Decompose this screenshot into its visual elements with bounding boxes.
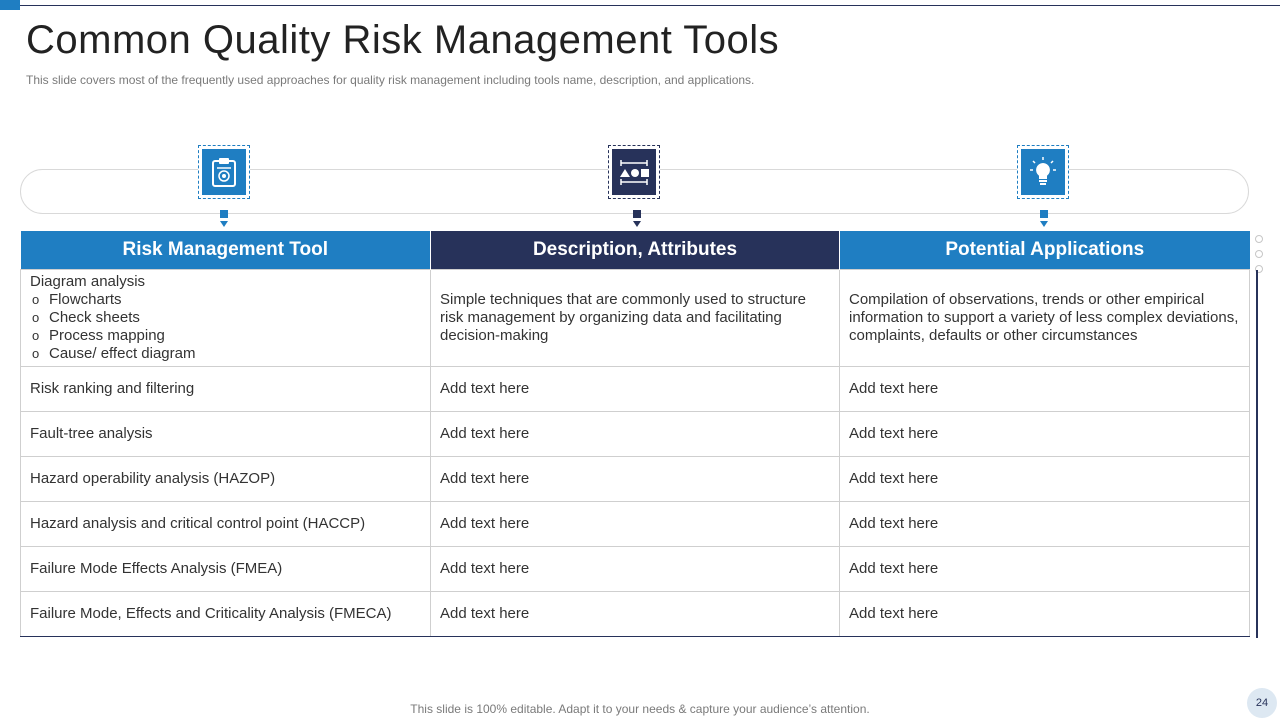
column-header-description: Description, Attributes — [431, 231, 840, 270]
description-cell: Add text here — [431, 592, 840, 637]
right-accent-bar — [1256, 270, 1258, 638]
table-row — [21, 367, 1250, 412]
connector-arrow — [632, 210, 642, 227]
corner-accent — [0, 0, 20, 10]
column-header-tool: Risk Management Tool — [21, 231, 431, 270]
applications-cell: Compilation of observations, trends or other empirical information to support a variety of less complex deviations, complaints, defaults or other circumstances — [840, 270, 1250, 367]
connector-arrow — [219, 210, 229, 227]
table-row — [21, 547, 1250, 592]
table-row — [21, 412, 1250, 457]
tool-cell — [21, 270, 431, 367]
tool-cell: Failure Mode Effects Analysis (FMEA) — [21, 547, 431, 592]
list-item: o Check sheets — [30, 309, 421, 327]
description-cell: Add text here — [431, 547, 840, 592]
slide-footer: This slide is 100% editable. Adapt it to your needs & capture your audience’s attention. — [410, 702, 870, 716]
tool-cell: Hazard operability analysis (HAZOP) — [21, 457, 431, 502]
table-header-row — [21, 231, 1250, 270]
applications-cell: Add text here — [840, 457, 1250, 502]
risk-tools-table — [20, 231, 1250, 637]
description-cell: Add text here — [431, 412, 840, 457]
shapes-icon — [612, 149, 656, 195]
applications-cell: Add text here — [840, 412, 1250, 457]
clipboard-icon — [202, 149, 246, 195]
table-row — [21, 457, 1250, 502]
applications-cell: Add text here — [840, 502, 1250, 547]
description-cell: Add text here — [431, 502, 840, 547]
applications-cell: Add text here — [840, 367, 1250, 412]
slide-title: Common Quality Risk Management Tools — [26, 18, 780, 62]
top-rule — [20, 5, 1280, 6]
tool-name: Diagram analysis — [30, 273, 146, 290]
description-cell: Add text here — [431, 367, 840, 412]
tool-icon-frame — [198, 145, 250, 199]
table-row — [21, 270, 1250, 367]
description-cell: Add text here — [431, 457, 840, 502]
list-item: o Process mapping — [30, 327, 421, 345]
tool-cell: Fault-tree analysis — [21, 412, 431, 457]
slide-subtitle: This slide covers most of the frequently used approaches for quality risk management including tools name, description, and applications. — [26, 73, 755, 87]
applications-cell: Add text here — [840, 547, 1250, 592]
page-number: 24 — [1247, 688, 1277, 718]
column-header-applications: Potential Applications — [840, 231, 1250, 270]
lightbulb-icon — [1021, 149, 1065, 195]
tool-cell: Hazard analysis and critical control point (HACCP) — [21, 502, 431, 547]
applications-cell: Add text here — [840, 592, 1250, 637]
description-icon-frame — [608, 145, 660, 199]
table-row — [21, 592, 1250, 637]
description-cell: Simple techniques that are commonly used to structure risk management by organizing data and facilitating decision-making — [431, 270, 840, 367]
applications-icon-frame — [1017, 145, 1069, 199]
tool-cell: Failure Mode, Effects and Criticality Analysis (FMECA) — [21, 592, 431, 637]
tool-sublist — [30, 291, 421, 363]
list-item: o Flowcharts — [30, 291, 421, 309]
tool-cell: Risk ranking and filtering — [21, 367, 431, 412]
list-item: o Cause/ effect diagram — [30, 345, 421, 363]
connector-arrow — [1039, 210, 1049, 227]
table-row — [21, 502, 1250, 547]
